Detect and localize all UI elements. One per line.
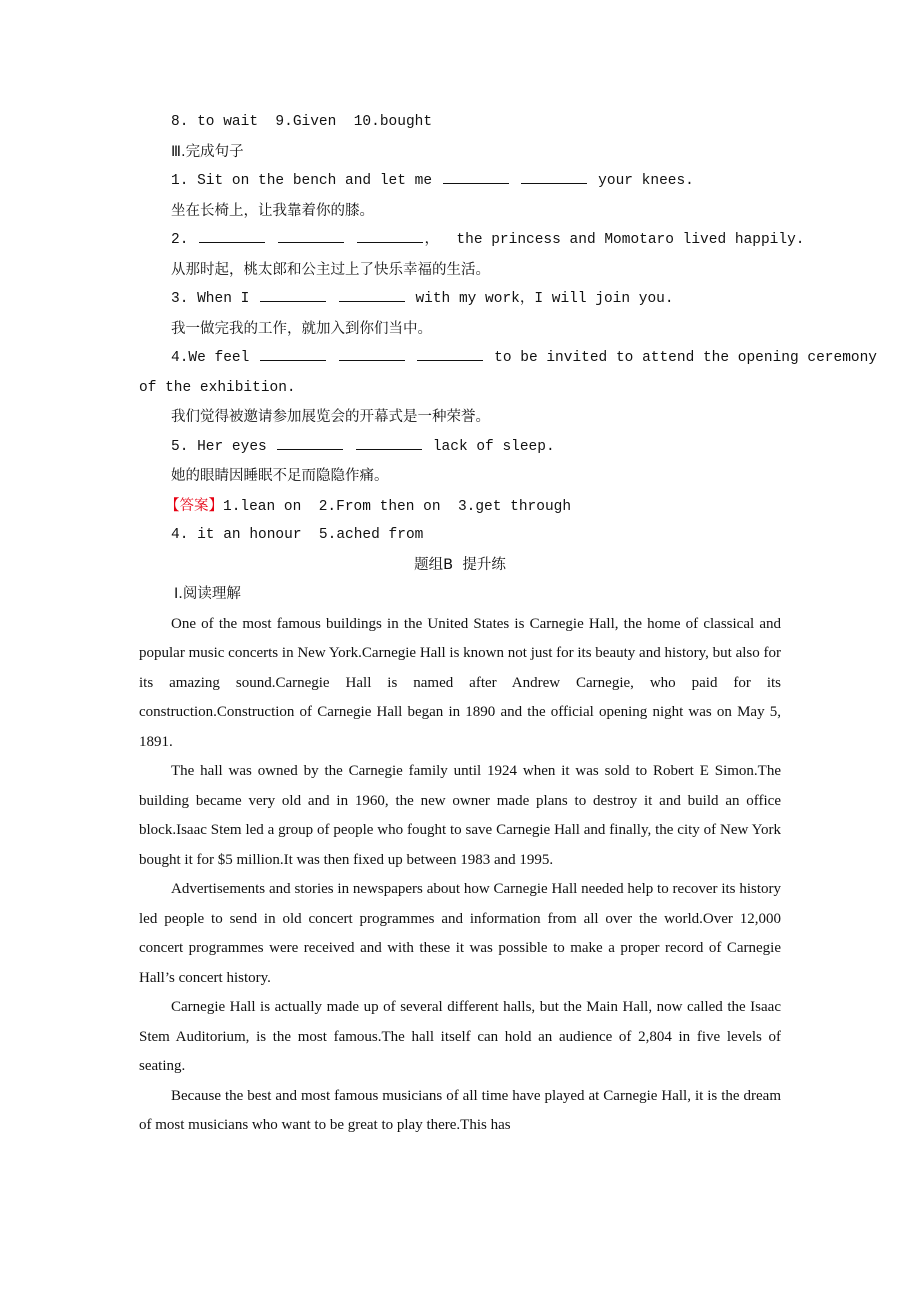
paragraph-text: One of the most famous buildings in the United States is Carnegie Hall, the home of classical and popular music concerts in New York.Carnegie Hall is known not just for its beauty and history, but also for its amazing sound.Carnegie Hall is named after Andrew Carnegie, who paid for its construction.Construction of Carnegie Hall began in 1890 and the official opening night was on May 5, 1891. — [139, 615, 781, 750]
group-b-title: 题组B 提升练 — [414, 556, 506, 573]
question-4 — [139, 344, 878, 374]
question-5-translation: 她的眼睛因睡眠不足而隐隐作痛。 — [171, 468, 389, 484]
answer-blank — [339, 287, 405, 302]
question-3-translation: 我一做完我的工作，就加入到你们当中。 — [171, 320, 432, 337]
passage-paragraph-2 — [139, 757, 781, 875]
exercise-ii-answers: 8. to wait 9.Given 10.bought — [171, 114, 433, 130]
document-page — [139, 108, 878, 1141]
question-text-after: ， the princess and Momotaro lived happily. — [424, 232, 805, 248]
answer-blank — [339, 346, 405, 361]
answer-blank — [199, 228, 265, 243]
answer-label: 【答案】 — [165, 497, 223, 514]
question-text-before: Her eyes — [197, 438, 267, 455]
question-text-after: to be invited to attend the opening ceremony — [494, 350, 878, 366]
question-5 — [139, 433, 781, 463]
question-number: 3. — [171, 291, 189, 307]
answer-blank — [277, 435, 343, 450]
answer-blank — [417, 346, 483, 361]
answer-blank — [357, 228, 423, 243]
question-1 — [139, 167, 781, 197]
answer-key-line-1 — [139, 492, 781, 522]
paragraph-text: Because the best and most famous musicians of all time have played at Carnegie Hall, it is the dream of most musicians who want to be great to play there.This has — [139, 1087, 781, 1133]
reading-comprehension-heading: Ⅰ.阅读理解 — [174, 586, 241, 602]
question-2-translation: 从那时起，桃太郎和公主过上了快乐幸福的生活。 — [171, 261, 490, 278]
passage-paragraph-3 — [139, 875, 781, 993]
question-number: 2. — [171, 232, 189, 248]
question-number: 5. — [171, 438, 189, 455]
question-4-continuation: of the exhibition. — [139, 379, 296, 396]
passage-paragraph-4 — [139, 993, 781, 1082]
question-3 — [139, 285, 781, 315]
question-1-translation: 坐在长椅上，让我靠着你的膝。 — [171, 202, 374, 219]
question-number: 4. — [171, 350, 189, 366]
paragraph-text: The hall was owned by the Carnegie family until 1924 when it was sold to Robert E Simon.The building became very old and in 1960, the new owner made plans to destroy it and build an office block.Isaac Stem led a group of people who fought to save Carnegie Hall and finally, the city of New York bought it for $5 million.It was then fixed up between 1983 and 1995. — [139, 763, 781, 868]
question-2 — [139, 226, 805, 256]
answer-blank — [278, 228, 344, 243]
answer-blank — [260, 346, 326, 361]
answer-blank — [356, 435, 422, 450]
answer-key-line-2: 4. it an honour 5.ached from — [171, 527, 424, 543]
question-number: 1. — [171, 173, 189, 189]
question-text-after: lack of sleep. — [432, 438, 555, 455]
question-text-after: with my work，I will join you. — [415, 291, 674, 307]
paragraph-text: Carnegie Hall is actually made up of several different halls, but the Main Hall, now called the Isaac Stem Auditorium, is the most famous.The hall itself can hold an audience of 2,804 in five levels of seating. — [139, 999, 781, 1074]
answer-blank — [443, 169, 509, 184]
answer-key-text: 1.lean on 2.From then on 3.get through — [223, 498, 572, 515]
question-text-before: We feel — [188, 350, 250, 366]
answer-blank — [260, 287, 326, 302]
passage-paragraph-1 — [139, 610, 781, 758]
question-4-translation: 我们觉得被邀请参加展览会的开幕式是一种荣誉。 — [171, 409, 490, 425]
question-text-after: your knees. — [598, 173, 694, 189]
passage-paragraph-5 — [139, 1082, 781, 1141]
paragraph-text: Advertisements and stories in newspapers about how Carnegie Hall needed help to recover its history led people to send in old concert programmes and information from all over the world.Over 12,000 concert programmes were received and with these it was possible to make a proper record of Carnegie Hall’s concert history. — [139, 881, 781, 986]
question-text-before: When I — [197, 291, 250, 307]
question-text-before: Sit on the bench and let me — [197, 173, 433, 189]
section-iii-heading: Ⅲ.完成句子 — [171, 143, 244, 160]
answer-blank — [521, 169, 587, 184]
